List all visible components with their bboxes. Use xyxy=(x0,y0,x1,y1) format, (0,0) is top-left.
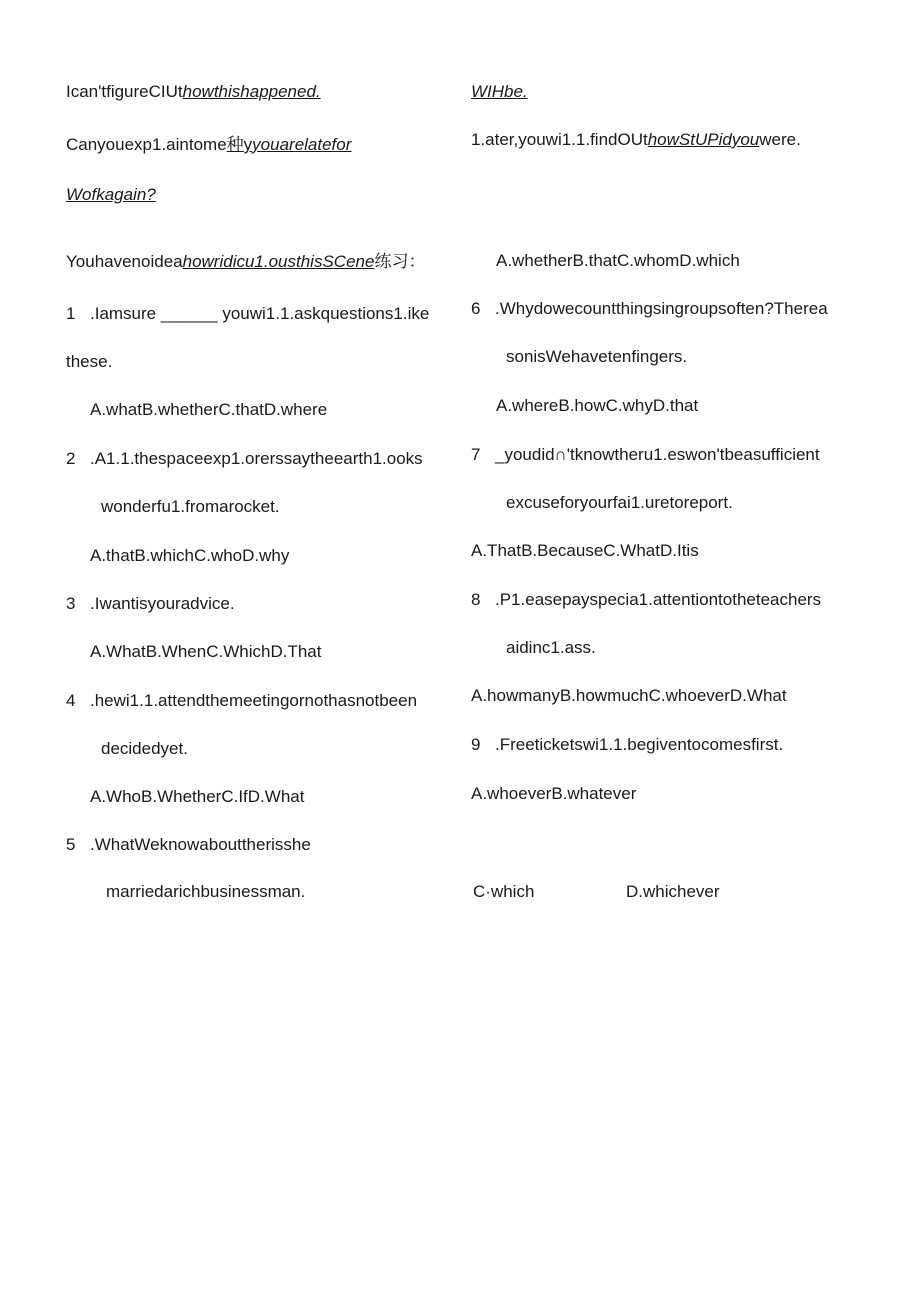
q4-continuation: decidedyet. xyxy=(101,739,188,758)
q5-text: .WhatWeknowabouttherisshe xyxy=(90,835,311,854)
q1-blank: ______ xyxy=(160,304,218,323)
intro-line-3 xyxy=(66,185,156,205)
q8-continuation: aidinc1.ass. xyxy=(506,638,596,657)
q2-continuation: wonderfu1.fromarocket. xyxy=(101,497,280,516)
intro-line-2-italic: youarelatefor xyxy=(252,135,352,154)
q9-options: A.whoeverB.whatever xyxy=(471,784,637,803)
q9-option-d: D.whichever xyxy=(626,882,720,901)
q3-number: 3 xyxy=(66,594,76,613)
intro-line-4-italic: howridicu1.ousthisSCene xyxy=(182,252,375,271)
q1-text-a: .Iamsure xyxy=(90,304,157,323)
right-intro-line-2-text: 1.ater,youwi1.1.findOUt xyxy=(471,130,648,149)
right-intro-line-2-tail: were. xyxy=(759,130,801,149)
intro-line-4-text: Youhavenoidea xyxy=(66,252,183,271)
q4-text: .hewi1.1.attendthemeetingornothasnotbeen xyxy=(90,691,418,710)
q3-text: .Iwantisyouradvice. xyxy=(90,594,235,613)
q7-options: A.ThatB.BecauseC.WhatD.Itis xyxy=(471,541,699,560)
q6-text: .Whydowecountthingsingroupsoften?Therea xyxy=(495,299,828,318)
intro-line-4 xyxy=(66,252,425,272)
q5-options: A.whetherB.thatC.whomD.which xyxy=(496,251,740,270)
right-intro-line-1-italic: WIHbe. xyxy=(471,82,528,101)
q8-number: 8 xyxy=(471,590,481,609)
q2-number: 2 xyxy=(66,449,76,468)
right-intro-line-2 xyxy=(471,130,801,150)
q6-options: A.whereB.howC.whyD.that xyxy=(496,396,699,415)
intro-line-2 xyxy=(66,135,351,155)
intro-line-1 xyxy=(66,82,321,102)
q6-continuation: sonisWehavetenfingers. xyxy=(506,347,688,366)
intro-line-4-tail: 练习： xyxy=(374,252,426,271)
q1-continuation: these. xyxy=(66,352,113,371)
q8-text: .P1.easepayspecia1.attentiontotheteachers xyxy=(495,590,822,609)
q4-options: A.WhoB.WhetherC.IfD.What xyxy=(90,787,305,806)
right-intro-line-2-italic: howStUPidyou xyxy=(647,130,760,149)
intro-line-3-italic: Wofkagain? xyxy=(66,185,156,204)
q2-text: .A1.1.thespaceexp1.orerssaytheearth1.ooks xyxy=(90,449,423,468)
q7-number: 7 xyxy=(471,445,481,464)
q1-number: 1 xyxy=(66,304,76,323)
intro-line-1-italic: howthishappened. xyxy=(182,82,321,101)
q5-continuation: marriedarichbusinessman. xyxy=(106,882,306,901)
q4-number: 4 xyxy=(66,691,76,710)
intro-line-2-mid: 种y xyxy=(226,135,253,154)
intro-line-1-text: Ican'tfigureCIUt xyxy=(66,82,183,101)
q3-options: A.WhatB.WhenC.WhichD.That xyxy=(90,642,322,661)
q2-options: A.thatB.whichC.whoD.why xyxy=(90,546,290,565)
q1-options: A.whatB.whetherC.thatD.where xyxy=(90,400,328,419)
right-intro-line-1 xyxy=(471,82,528,102)
q8-options: A.howmanyB.howmuchC.whoeverD.What xyxy=(471,686,787,705)
q9-option-c: C·which xyxy=(473,882,535,901)
q7-text: _youdid∩'tknowtheru1.eswon'tbeasufficient xyxy=(495,445,820,464)
q7-continuation: excuseforyourfai1.uretoreport. xyxy=(506,493,733,512)
q5-number: 5 xyxy=(66,835,76,854)
q1-text xyxy=(90,304,429,324)
q6-number: 6 xyxy=(471,299,481,318)
q9-number: 9 xyxy=(471,735,481,754)
q9-text: .Freeticketswi1.1.begiventocomesfirst. xyxy=(495,735,784,754)
q1-text-b: youwi1.1.askquestions1.ike xyxy=(222,304,430,323)
intro-line-2-text: Canyouexp1.aintome xyxy=(66,135,227,154)
